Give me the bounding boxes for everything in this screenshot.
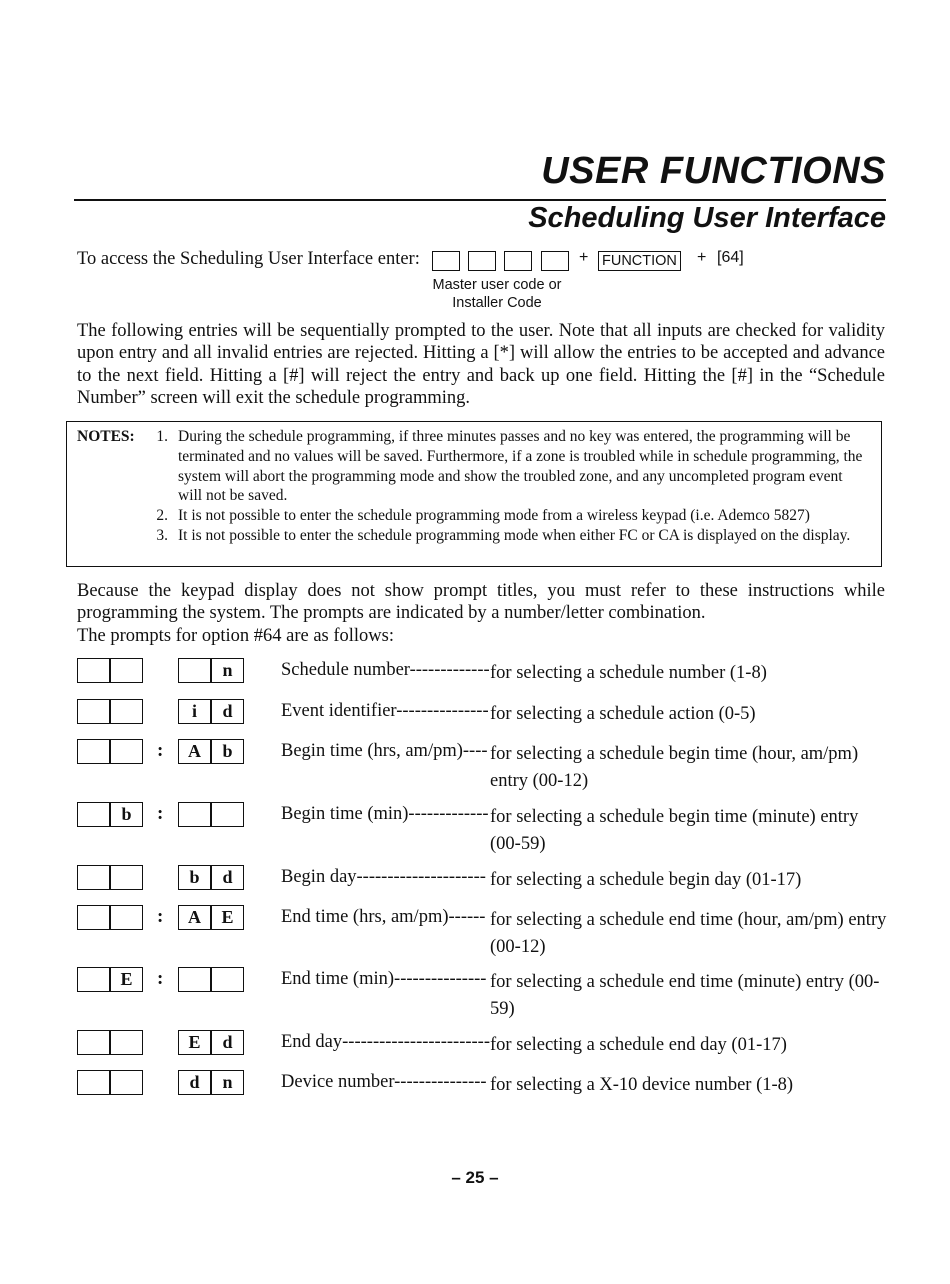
display-cell: b: [211, 739, 244, 764]
prompt-description: for selecting a schedule number (1-8): [490, 663, 767, 683]
display-cell: [110, 739, 143, 764]
display-cell: i: [178, 699, 211, 724]
function-key-box: FUNCTION: [598, 251, 681, 271]
display-cell: [211, 967, 244, 992]
display-cell: A: [178, 739, 211, 764]
page-title: USER FUNCTIONS: [541, 150, 886, 192]
prompt-label: Begin time (hrs, am/pm)----: [281, 741, 488, 761]
display-cell: [77, 802, 110, 827]
prompt-row: [0, 1070, 950, 1130]
prompt-description: for selecting a schedule begin day (01-17): [490, 870, 802, 890]
explanation-paragraph: [77, 580, 885, 647]
prompt-description: for selecting a schedule action (0-5): [490, 704, 756, 724]
prompt-label: Begin day---------------------: [281, 867, 486, 887]
caption-line: Installer Code: [452, 295, 542, 311]
explanation-lead: The prompts for option #64 are as follows:: [77, 625, 395, 646]
display-cell: d: [178, 1070, 211, 1095]
note-number: 2.: [156, 507, 168, 524]
explanation-text: Because the keypad display does not show prompt titles, you must refer to these instructions while programming the system. The prompts are indicated by a number/letter combination.: [77, 581, 885, 624]
display-colon: :: [157, 906, 164, 927]
display-cell: E: [211, 905, 244, 930]
display-cell: [178, 658, 211, 683]
note-item: [156, 526, 870, 546]
display-cell: [77, 865, 110, 890]
prompt-label: Schedule number-------------: [281, 660, 490, 680]
note-number: 1.: [156, 428, 168, 445]
prompt-row: [0, 967, 950, 1027]
code-digit-box: [504, 251, 532, 271]
prompt-label: Begin time (min)-------------: [281, 804, 489, 824]
display-cell: n: [211, 1070, 244, 1095]
display-cell: [110, 1030, 143, 1055]
prompt-row: [0, 905, 950, 965]
intro-paragraph: The following entries will be sequentially prompted to the user. Note that all inputs are checked for validity upon entry and all invalid entries are rejected. Hitting a [*] will allow the entries to be accepted and advance to the next field. Hitting a [#] will reject the entry and back up one field. Hitting the [#] in the “Schedule Number” screen will exit the schedule programming.: [77, 321, 885, 408]
notes-box: [66, 421, 882, 567]
note-item: [156, 506, 870, 526]
display-cell: [110, 905, 143, 930]
prompt-label: End day------------------------: [281, 1032, 490, 1052]
display-cell: [211, 802, 244, 827]
display-cell: A: [178, 905, 211, 930]
page-number: – 25 –: [451, 1168, 499, 1187]
display-cell: [178, 967, 211, 992]
display-cell: [77, 658, 110, 683]
prompt-label: Event identifier---------------: [281, 701, 489, 721]
display-cell: [178, 802, 211, 827]
prompt-row: [0, 739, 950, 799]
display-cell: [110, 865, 143, 890]
prompt-description: for selecting a schedule end time (hour, am/pm) entry (00-12): [490, 910, 887, 957]
note-number: 3.: [156, 527, 168, 544]
display-cell: [77, 699, 110, 724]
display-cell: n: [211, 658, 244, 683]
note-text: During the schedule programming, if three minutes passes and no key was entered, the programming will be terminated and no values will be saved. Furthermore, if a zone is troubled while in schedule programming, the system will abort the programming mode and show the troubled zone, and any uncompleted program event will not be saved.: [178, 428, 863, 505]
display-cell: b: [110, 802, 143, 827]
display-cell: [110, 1070, 143, 1095]
display-cell: [77, 1070, 110, 1095]
option-code: [64]: [717, 249, 744, 266]
code-digit-box: [541, 251, 569, 271]
prompt-description: for selecting a X-10 device number (1-8): [490, 1075, 794, 1095]
display-cell: [110, 699, 143, 724]
display-cell: d: [211, 865, 244, 890]
prompt-label: Device number---------------: [281, 1072, 487, 1092]
prompt-description: for selecting a schedule end time (minute) entry (00-59): [490, 972, 880, 1019]
display-cell: E: [110, 967, 143, 992]
display-cell: [77, 905, 110, 930]
display-cell: b: [178, 865, 211, 890]
notes-heading: NOTES:: [77, 428, 135, 445]
code-caption: [420, 276, 574, 312]
prompt-description: for selecting a schedule begin time (minute) entry (00-59): [490, 807, 859, 854]
prompt-description: for selecting a schedule end day (01-17): [490, 1035, 787, 1055]
prompt-row: [0, 802, 950, 862]
prompt-label: End time (hrs, am/pm)------: [281, 907, 486, 927]
display-cell: d: [211, 699, 244, 724]
display-cell: [77, 1030, 110, 1055]
display-cell: d: [211, 1030, 244, 1055]
prompt-label: End time (min)---------------: [281, 969, 487, 989]
note-item: [156, 427, 870, 506]
display-colon: :: [157, 740, 164, 761]
note-text: It is not possible to enter the schedule programming mode from a wireless keypad (i.e. Ademco 5827): [178, 507, 810, 524]
display-cell: [77, 739, 110, 764]
display-cell: [110, 658, 143, 683]
display-colon: :: [157, 803, 164, 824]
display-colon: :: [157, 968, 164, 989]
display-cell: E: [178, 1030, 211, 1055]
section-subtitle: Scheduling User Interface: [528, 202, 886, 234]
code-digit-box: [432, 251, 460, 271]
prompt-description: for selecting a schedule begin time (hour, am/pm) entry (00-12): [490, 744, 859, 791]
caption-line: Master user code or: [432, 277, 562, 293]
display-cell: [77, 967, 110, 992]
code-digit-box: [468, 251, 496, 271]
title-rule: [74, 199, 886, 201]
note-text: It is not possible to enter the schedule programming mode when either FC or CA is displayed on the display.: [178, 527, 851, 544]
plus-sign: +: [697, 249, 707, 266]
access-instruction: To access the Scheduling User Interface enter:: [77, 249, 420, 269]
plus-sign: +: [579, 249, 589, 266]
